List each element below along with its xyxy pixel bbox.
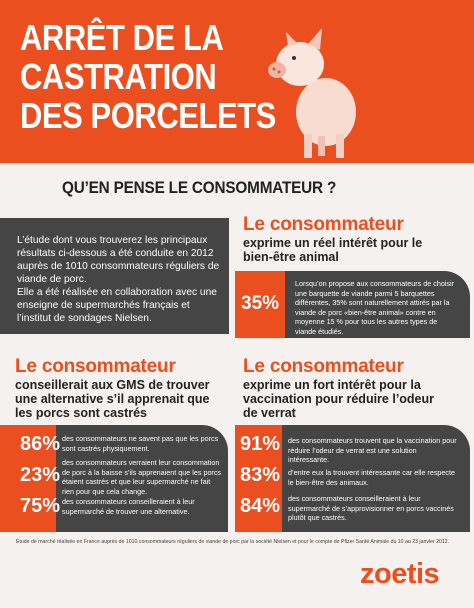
block2-stat-1-value: 86%	[20, 433, 61, 455]
block3-title: Le consommateur	[243, 356, 404, 377]
hero-title	[20, 18, 276, 135]
intro-text	[17, 234, 221, 325]
block2-stat-1-text: des consommateurs ne savent pas que les porcs sont castrés physiquement.	[62, 434, 219, 453]
intro-paragraph-2: Elle a été réalisée en collaboration avec une enseigne de supermarchés français et l’institut de sondages Nielsen.	[17, 287, 217, 324]
zoetis-logo: zoetis	[360, 558, 440, 590]
block3-stat-2-value: 83%	[240, 464, 281, 486]
block2-stat-3-text: des consommateurs conseilleraient à leur supermarché de trouver une alternative.	[62, 497, 195, 516]
footnote: Étude de marché réalisée en France auprès de 1010 consommateurs réguliers de viande de porc par la société Nielsen et pour le compte de Pfizer Santé Animale du 10 au 23 janvier 2012.	[16, 539, 450, 545]
block3-stat-3-value: 84%	[240, 495, 281, 517]
hero-title-line-1: ARRÊT DE LA	[20, 17, 224, 58]
block1-subtitle: exprime un réel intérêt pour le bien-être animal	[243, 236, 423, 264]
hero-banner	[0, 0, 474, 163]
intro-box	[0, 218, 229, 334]
intro-paragraph-1: L’étude dont vous trouverez les principaux résultats ci-dessous a été conduite en 2012 auprès de 1010 consommateurs réguliers de viande de porc.	[17, 235, 220, 285]
block3-subtitle: exprime un fort intérêt pour la vaccination pour réduire l’odeur de verrat	[243, 378, 435, 420]
block2-stat-3-value: 75%	[20, 495, 61, 517]
block1-title: Le consommateur	[243, 214, 404, 235]
block3-stat-1-value: 91%	[240, 433, 281, 455]
block2-title: Le consommateur	[15, 356, 176, 377]
block2-stat-2-text: des consommateurs verraient leur consommation de porc à la baisse s’ils apprenaient que les porcs étaient castrés et que leur supermarché ne fait rien pour que cela change.	[62, 458, 222, 496]
block2-stat-2-value: 23%	[20, 464, 61, 486]
block2-subtitle: conseillerait aux GMS de trouver une alternative s’il apprenait que les porcs sont castrés	[15, 378, 210, 420]
block1-stat-text: Lorsqu’on propose aux consommateurs de choisir une barquette de viande parmi 5 barquettes différentes, 35% sont naturellement attirés par la viande de porc «bien-être animal» contre en moyenne 15 % pour tous les autres types de viande étudiés.	[295, 279, 455, 336]
block3-stat-2-text: d’entre eux la trouvent intéressante car elle respecte le bien-être des animaux.	[288, 468, 456, 487]
block3-stat-3-text: des consommateurs conseilleraient à leur supermarché de s’approvisionner en porcs vaccinés plutôt que castrés.	[288, 494, 454, 522]
piglet-image	[258, 20, 378, 160]
hero-title-line-3: DES PORCELETS	[20, 95, 276, 136]
hero-title-line-2: CASTRATION	[20, 56, 217, 97]
section-title: QU’EN PENSE LE CONSOMMATEUR ?	[62, 178, 337, 197]
block1-stat-bar	[235, 271, 285, 338]
block1-card	[285, 271, 470, 338]
block1-stat-value: 35%	[241, 293, 280, 314]
block3-stat-1-text: des consommateurs trouvent que la vaccination pour réduire l’odeur de verrat est une solution intéressante.	[288, 436, 457, 464]
